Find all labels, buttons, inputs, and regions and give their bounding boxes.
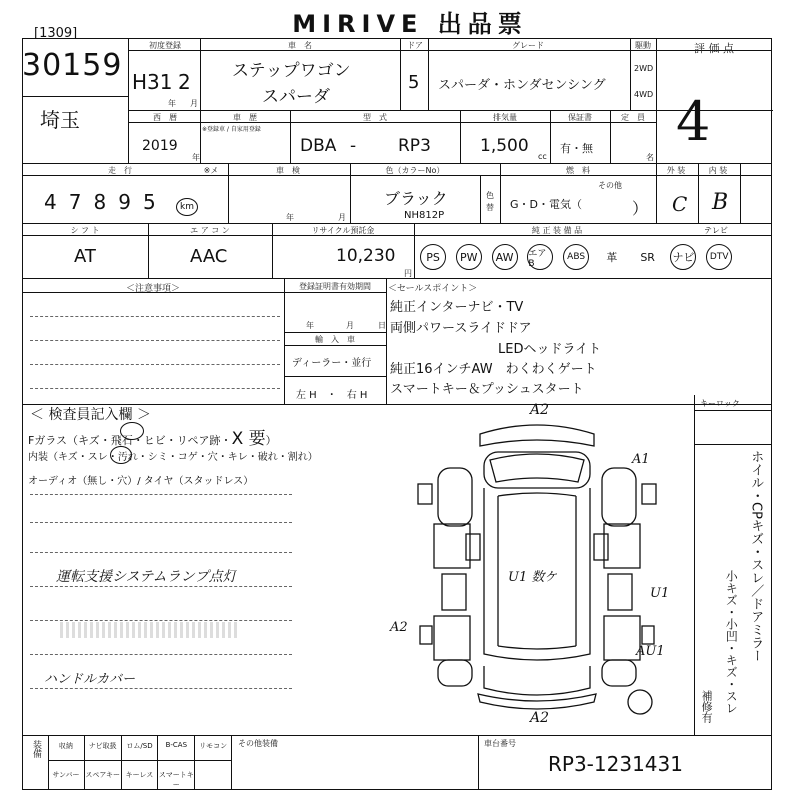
mileage-label: 走 行: [108, 166, 132, 175]
sales-label: ＜セールスポイント＞: [388, 284, 478, 294]
capacity-label: 定 員: [621, 113, 645, 122]
footer-item: ナビ取扱: [85, 735, 122, 760]
sales-point: 純正16インチAW わくわくゲート: [390, 362, 597, 377]
warranty-label: 保証書: [568, 113, 592, 122]
color-value: ブラック: [384, 189, 448, 208]
footer-item: [195, 760, 232, 790]
vin-label: 車台番号: [484, 739, 516, 748]
sales-point: スマートキー＆プッシュスタート: [390, 382, 584, 397]
drive-2wd: 2WD: [634, 64, 654, 73]
exterior-label: 外 装: [666, 166, 686, 175]
glass-mark: X 要: [231, 429, 266, 449]
handwritten-note-1: 運転支援システムランプ点灯: [56, 569, 237, 585]
fuel-value: G・D・電気（: [510, 198, 582, 211]
validity-year-unit: 年: [306, 321, 314, 330]
interior-label: 内 装: [708, 166, 728, 175]
tv-label: テレビ: [704, 226, 728, 235]
score: 4: [676, 90, 711, 153]
divider: [30, 688, 292, 689]
aircon-value: AAC: [190, 246, 228, 267]
divider: [284, 376, 386, 377]
inspector-title: ＜ 検査員記入欄 ＞: [30, 407, 151, 423]
year-label: 西 暦: [153, 113, 177, 122]
recycle-value: 10,230: [336, 246, 396, 266]
vertical-note-1: ホイル・CPキズ・スレ／ドアミラー: [748, 450, 764, 662]
inspection-year-unit: 年: [286, 213, 294, 222]
footer-item: B-CAS: [158, 735, 195, 760]
grade: スパーダ・ホンダセンシング: [438, 78, 606, 93]
equip-label: 純 正 装 備 品: [531, 226, 583, 235]
recycle-label: リサイクル預託金: [311, 226, 375, 235]
equipment-row: [418, 244, 740, 272]
divider: [284, 292, 386, 293]
footer-item: スペアキー: [85, 760, 122, 790]
year: 2019: [142, 138, 178, 154]
door-label: ドア: [407, 41, 423, 50]
footer-equip-label: 装備: [31, 740, 41, 758]
divider: [22, 163, 772, 164]
divider: [30, 494, 292, 495]
year-unit: 年: [192, 153, 200, 162]
footer-item: 収納: [48, 735, 85, 760]
divider: [30, 522, 292, 523]
key-lock-label: キーロック: [700, 399, 740, 408]
circle-mark-icon: [120, 422, 144, 440]
equipment-item: SR: [640, 250, 655, 264]
diagram-label-a1: A1: [632, 452, 650, 467]
glass-line: [28, 424, 277, 449]
divider: [284, 345, 386, 346]
color-code: NH812P: [404, 210, 445, 221]
divider: [22, 223, 772, 224]
vertical-note-3: 補修有: [700, 690, 714, 723]
erased-text: [60, 622, 240, 638]
vertical-note-2: 小キズ・小凹・キズ・スレ: [724, 570, 739, 714]
fuel-close: ）: [632, 199, 649, 218]
divider: [30, 364, 280, 365]
recolor-label: 色替: [486, 191, 494, 212]
sheet-title: MIRIVE 出品票: [292, 10, 528, 38]
model-code: RP3: [398, 136, 431, 156]
sales-point: 純正インターナビ・TV: [390, 300, 524, 315]
mileage-digit: 7: [68, 190, 82, 214]
sales-point: 両側パワースライドドア: [390, 321, 532, 336]
shift-value: AT: [74, 246, 96, 267]
equipment-item: DTV: [706, 244, 732, 270]
model-prefix: DBA: [300, 136, 337, 156]
equipment-item: ABS: [563, 244, 589, 270]
score-label: 評 価 点: [694, 42, 734, 55]
divider: [30, 552, 292, 553]
cc-label: 排気量: [493, 113, 517, 122]
divider: [386, 278, 387, 404]
divider: [22, 278, 772, 279]
divider: [284, 332, 386, 333]
reg-label: 初度登録: [149, 41, 181, 50]
name-label: 車 名: [288, 41, 312, 50]
import-label: 輸 入 車: [315, 335, 355, 344]
equipment-item: ナビ: [670, 244, 696, 270]
color-label: 色（カラーNo）: [385, 166, 445, 175]
reg-month-unit: 月: [190, 99, 198, 108]
glass-text: Fガラス（キズ・飛石・ヒビ・リペア跡・: [28, 434, 232, 447]
divider: [30, 316, 280, 317]
mileage-digit: 5: [142, 190, 156, 214]
lot-small: [1309]: [34, 26, 78, 41]
divider: [30, 654, 292, 655]
divider: [694, 444, 772, 445]
divider: [478, 735, 479, 790]
accessories-label: その他装備: [238, 739, 278, 748]
equipment-item: エアB: [527, 244, 553, 270]
drive-4wd: 4WD: [634, 90, 654, 99]
divider: [30, 620, 292, 621]
cc-value: 1,500: [480, 136, 529, 156]
mileage-digit: 9: [118, 190, 131, 214]
sales-point: LEDヘッドライト: [498, 342, 602, 357]
car-name-line2: スパーダ: [262, 87, 330, 107]
footer-item: サンバー: [48, 760, 85, 790]
recycle-unit: 円: [404, 269, 412, 278]
fuel-label: 燃 料: [566, 166, 590, 175]
mileage-digit: 4: [44, 190, 57, 214]
warranty-value: 有・無: [560, 142, 593, 155]
model-label: 型 式: [363, 113, 387, 122]
diagram-label-u1-right: U1: [650, 586, 670, 601]
divider: [740, 163, 741, 223]
footer-item: リモコン: [195, 735, 232, 760]
footer-item: スマートキー: [158, 760, 195, 790]
diagram-label-a2-top: A2: [530, 402, 550, 418]
divider: [22, 292, 284, 293]
equipment-item: 革: [606, 251, 618, 264]
grade-label: グレード: [512, 41, 544, 50]
drive-label: 駆動: [635, 41, 651, 50]
handle-label: 左 H ・ 右 H: [296, 390, 368, 401]
chassis-sub: ※登録車 / 自家用登録: [202, 126, 261, 133]
interior-line: 内装（キズ・スレ・汚れ・シミ・コゲ・穴・キレ・破れ・割れ）: [28, 452, 318, 463]
validity-day-unit: 日: [378, 321, 386, 330]
reg-month: 2: [178, 70, 191, 94]
reg-era: H31: [132, 70, 173, 94]
meter-label: ※メ: [203, 166, 219, 175]
divider: [30, 340, 280, 341]
inspection-label: 車 検: [276, 166, 300, 175]
cc-unit: cc: [538, 152, 547, 161]
glass-close: ）: [265, 434, 277, 447]
caution-label: ＜注意事項＞: [125, 284, 180, 294]
handwritten-note-2: ハンドルカバー: [44, 672, 136, 687]
model-dash: -: [350, 136, 357, 156]
divider: [30, 388, 280, 389]
diagram-label-au1: AU1: [636, 644, 665, 659]
mileage-unit: km: [176, 198, 198, 216]
shift-label: シ フ ト: [70, 226, 100, 235]
validity-label: 登録証明書有効期間: [299, 282, 371, 291]
exterior-value: C: [672, 192, 688, 216]
doors: 5: [408, 72, 420, 93]
inspection-month-unit: 月: [338, 213, 346, 222]
fuel-other: その他: [598, 181, 622, 190]
divider: [30, 586, 292, 587]
divider: [480, 176, 481, 223]
validity-month-unit: 月: [346, 321, 354, 330]
dealer-label: ディーラー・並行: [292, 358, 372, 369]
capacity-unit: 名: [646, 153, 654, 162]
equipment-item: PS: [420, 244, 446, 270]
chassis-label: 車 歴: [233, 113, 257, 122]
footer-item: キーレス: [122, 760, 159, 790]
interior-value: B: [712, 190, 729, 215]
equipment-item: PW: [456, 244, 482, 270]
aircon-label: エ ア コ ン: [190, 226, 230, 235]
diagram-label-u1-center: U1 数ケ: [508, 570, 558, 585]
mileage-digit: 8: [93, 190, 107, 214]
reg-year-unit: 年: [168, 99, 176, 108]
diagram-label-a2-left: A2: [390, 620, 408, 635]
car-name-line1: ステップワゴン: [232, 61, 351, 81]
equipment-item: AW: [492, 244, 518, 270]
diagram-label-a2-bottom: A2: [530, 710, 550, 726]
vin-value: RP3-1231431: [548, 752, 683, 776]
divider: [694, 410, 772, 411]
circle-mark-icon: [110, 446, 132, 464]
mileage-digits: [44, 190, 156, 214]
lot-number: 30159: [22, 48, 123, 83]
divider: [22, 96, 128, 97]
audio-line: オーディオ（無し・穴）/ タイヤ（スタッドレス）: [28, 476, 254, 487]
footer-item: ロム/SD: [122, 735, 159, 760]
footer-grid: [48, 735, 232, 790]
prefecture: 埼玉: [40, 108, 80, 132]
